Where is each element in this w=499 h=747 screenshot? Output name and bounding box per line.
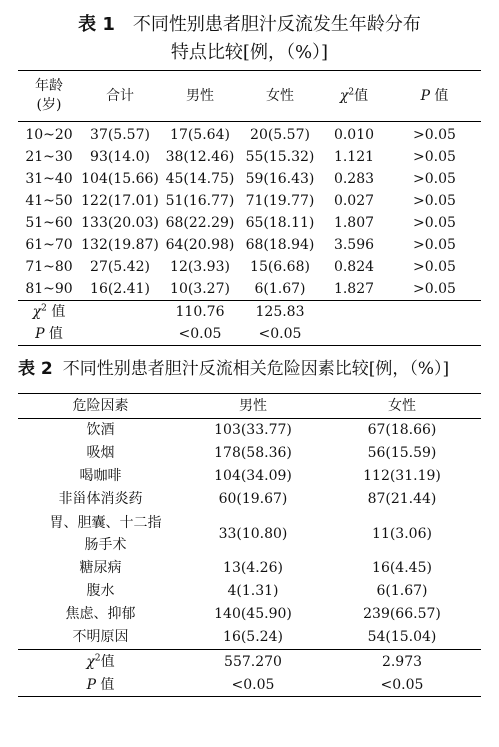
table2-title <box>18 358 488 380</box>
table2-cell-female: 16(4.45) <box>372 560 432 576</box>
table1-cell-p: >0.05 <box>413 171 456 187</box>
chi-suffix: 值 <box>46 304 66 320</box>
p-symbol: P <box>35 326 45 342</box>
table1-chi-total <box>80 301 160 324</box>
table1-cell-male: 17(5.64) <box>170 127 230 143</box>
table-row <box>18 488 481 511</box>
chi-symbol: χ <box>32 304 42 320</box>
table1-header-female: 女性 <box>240 71 320 122</box>
table1-cell-female: 6(1.67) <box>254 281 306 297</box>
table1-cell-chi: 0.283 <box>333 171 375 187</box>
table2-header-male: 男性 <box>183 394 323 419</box>
table2-body <box>18 419 481 650</box>
chi-sup: 2 <box>94 653 101 664</box>
table1-cell-female: 65(18.11) <box>245 215 315 231</box>
table1-cell-total: 104(15.66) <box>81 171 159 187</box>
table1-cell-male: 51(16.77) <box>165 193 235 209</box>
table1-cell-chi: 0.824 <box>333 259 375 275</box>
chi-symbol: χ <box>86 654 95 670</box>
table2-p-row <box>18 674 481 697</box>
table1-header-total: 合计 <box>80 71 160 122</box>
table1-cell-chi: 1.121 <box>333 149 375 165</box>
table-row <box>18 212 481 234</box>
table1-cell-p: >0.05 <box>413 281 456 297</box>
table1-p-row <box>18 323 481 346</box>
table2-p-label <box>18 674 183 697</box>
table1-cell-p: >0.05 <box>413 149 456 165</box>
table2-chi-male: 557.270 <box>183 650 323 675</box>
table1-cell-male: 38(12.46) <box>165 149 235 165</box>
table1-p-female: <0.05 <box>240 323 320 346</box>
p-suffix: 值 <box>429 87 449 104</box>
table1-cell-female: 15(6.68) <box>250 259 310 275</box>
table-row <box>18 256 481 278</box>
table-row <box>18 442 481 465</box>
table2-cell-female: 239(66.57) <box>363 606 441 622</box>
table-row <box>18 190 481 212</box>
table1-cell-age: 61~70 <box>25 237 73 253</box>
table2-cell-factor: 胃、胆囊、十二指肠手术 <box>49 515 162 553</box>
table1-cell-p: >0.05 <box>413 215 456 231</box>
table1-cell-age: 71~80 <box>25 259 73 275</box>
table1 <box>18 70 481 346</box>
table1-number: 表 1 <box>78 14 115 35</box>
chi-suffix: 值 <box>354 87 369 104</box>
table-row <box>18 168 481 190</box>
table2-p-female: <0.05 <box>323 674 481 697</box>
table2-chi-label <box>18 650 183 675</box>
table2-cell-female: 11(3.06) <box>372 526 432 542</box>
table1-header-male: 男性 <box>160 71 240 122</box>
table1-cell-female: 59(16.43) <box>245 171 315 187</box>
table1-title-line1 <box>0 14 499 36</box>
table1-cell-age: 51~60 <box>25 215 73 231</box>
table-row <box>18 511 481 557</box>
table1-chi-female: 125.83 <box>240 301 320 324</box>
table1-cell-total: 16(2.41) <box>90 281 150 297</box>
table1-cell-male: 64(20.98) <box>165 237 235 253</box>
table1-cell-total: 133(20.03) <box>81 215 159 231</box>
empty-cell <box>320 301 388 324</box>
table2-cell-female: 56(15.59) <box>367 445 437 461</box>
table1-header-age <box>18 71 80 122</box>
table-row <box>18 278 481 301</box>
table2 <box>18 393 481 697</box>
table-row <box>18 580 481 603</box>
table1-cell-age: 41~50 <box>25 193 73 209</box>
table1-body <box>18 122 481 301</box>
table1-chi-row <box>18 301 481 324</box>
table1-cell-age: 31~40 <box>25 171 73 187</box>
table1-cell-total: 93(14.0) <box>90 149 150 165</box>
table1-cell-male: 10(3.27) <box>170 281 230 297</box>
table2-header-row <box>18 394 481 419</box>
table1-cell-p: >0.05 <box>413 127 456 143</box>
p-suffix: 值 <box>95 677 115 693</box>
table-row <box>18 465 481 488</box>
table1-cell-female: 20(5.57) <box>250 127 310 143</box>
table-row <box>18 419 481 443</box>
table2-cell-factor: 焦虑、抑郁 <box>65 606 136 622</box>
table1-cell-age: 81~90 <box>25 281 73 297</box>
chi-suffix: 值 <box>100 654 115 670</box>
table1-cell-total: 27(5.42) <box>90 259 150 275</box>
table2-header-factor: 危险因素 <box>18 394 183 419</box>
empty-cell <box>80 323 160 346</box>
table1-header-age-line2: (岁) <box>36 97 62 113</box>
table-row <box>18 146 481 168</box>
table1-cell-age: 21~30 <box>25 149 73 165</box>
table1-cell-age: 10~20 <box>25 127 73 143</box>
table2-cell-factor: 吸烟 <box>86 445 115 461</box>
table2-cell-factor: 不明原因 <box>72 629 129 645</box>
table2-cell-female: 54(15.04) <box>367 629 437 645</box>
table1-cell-male: 68(22.29) <box>165 215 235 231</box>
table2-cell-female: 112(31.19) <box>363 468 441 484</box>
table2-cell-factor: 饮酒 <box>86 422 115 438</box>
table1-cell-chi: 3.596 <box>333 237 375 253</box>
table-row <box>18 557 481 580</box>
table2-header-female: 女性 <box>323 394 481 419</box>
empty-cell <box>388 323 481 346</box>
table2-chi-female: 2.973 <box>323 650 481 675</box>
table2-cell-male: 4(1.31) <box>227 583 279 599</box>
table1-cell-total: 132(19.87) <box>81 237 159 253</box>
table2-p-male: <0.05 <box>183 674 323 697</box>
table1-title-text: 不同性别患者胆汁反流发生年龄分布 <box>132 14 421 35</box>
table1-cell-p: >0.05 <box>413 259 456 275</box>
table2-cell-factor: 糖尿病 <box>79 560 122 576</box>
p-symbol: P <box>420 87 430 104</box>
table1-chi-male: 110.76 <box>160 301 240 324</box>
table-row <box>18 626 481 650</box>
table1-header-age-line1: 年龄 <box>35 78 63 94</box>
table1-cell-female: 71(19.77) <box>245 193 315 209</box>
empty-cell <box>320 323 388 346</box>
table1-title-line2: 特点比较[例，（%）] <box>170 42 329 63</box>
table2-cell-male: 103(33.77) <box>214 422 292 438</box>
p-symbol: P <box>86 677 96 693</box>
table1-cell-chi: 1.807 <box>333 215 375 231</box>
table1-cell-chi: 1.827 <box>333 281 375 297</box>
table2-cell-male: 16(5.24) <box>223 629 283 645</box>
table2-cell-male: 140(45.90) <box>214 606 292 622</box>
chi-sup: 2 <box>41 303 47 314</box>
table1-cell-p: >0.05 <box>413 237 456 253</box>
table1-p-label <box>18 323 80 346</box>
table-row <box>18 234 481 256</box>
table2-chi-row <box>18 650 481 675</box>
table2-title-text: 不同性别患者胆汁反流相关危险因素比较[例，（%）] <box>62 359 450 379</box>
p-suffix: 值 <box>44 326 63 342</box>
table-row <box>18 122 481 147</box>
chi-symbol: χ <box>339 87 349 104</box>
table2-cell-factor: 非甾体消炎药 <box>58 491 143 507</box>
table1-cell-chi: 0.010 <box>333 127 375 143</box>
table1-header-p <box>388 71 481 122</box>
table1-header-chi <box>320 71 388 122</box>
table2-cell-factor: 腹水 <box>86 583 115 599</box>
table2-cell-male: 104(34.09) <box>214 468 292 484</box>
table1-p-male: <0.05 <box>160 323 240 346</box>
table1-cell-chi: 0.027 <box>333 193 375 209</box>
table2-cell-male: 60(19.67) <box>218 491 288 507</box>
table2-number: 表 2 <box>18 359 53 379</box>
table2-cell-female: 6(1.67) <box>376 583 428 599</box>
table1-chi-label <box>18 301 80 324</box>
table1-cell-female: 68(18.94) <box>245 237 315 253</box>
table2-cell-male: 178(58.36) <box>214 445 292 461</box>
table2-cell-factor: 喝咖啡 <box>79 468 122 484</box>
table2-cell-male: 33(10.80) <box>218 526 288 542</box>
table1-header-row <box>18 71 481 122</box>
table2-cell-female: 67(18.66) <box>367 422 437 438</box>
table2-cell-male: 13(4.26) <box>223 560 283 576</box>
table1-cell-total: 37(5.57) <box>90 127 150 143</box>
empty-cell <box>388 301 481 324</box>
table1-cell-female: 55(15.32) <box>245 149 315 165</box>
table-row <box>18 603 481 626</box>
table1-cell-p: >0.05 <box>413 193 456 209</box>
table1-cell-total: 122(17.01) <box>81 193 159 209</box>
table1-cell-male: 12(3.93) <box>170 259 230 275</box>
table2-cell-female: 87(21.44) <box>367 491 437 507</box>
chi-sup: 2 <box>348 86 355 97</box>
table1-cell-male: 45(14.75) <box>165 171 235 187</box>
